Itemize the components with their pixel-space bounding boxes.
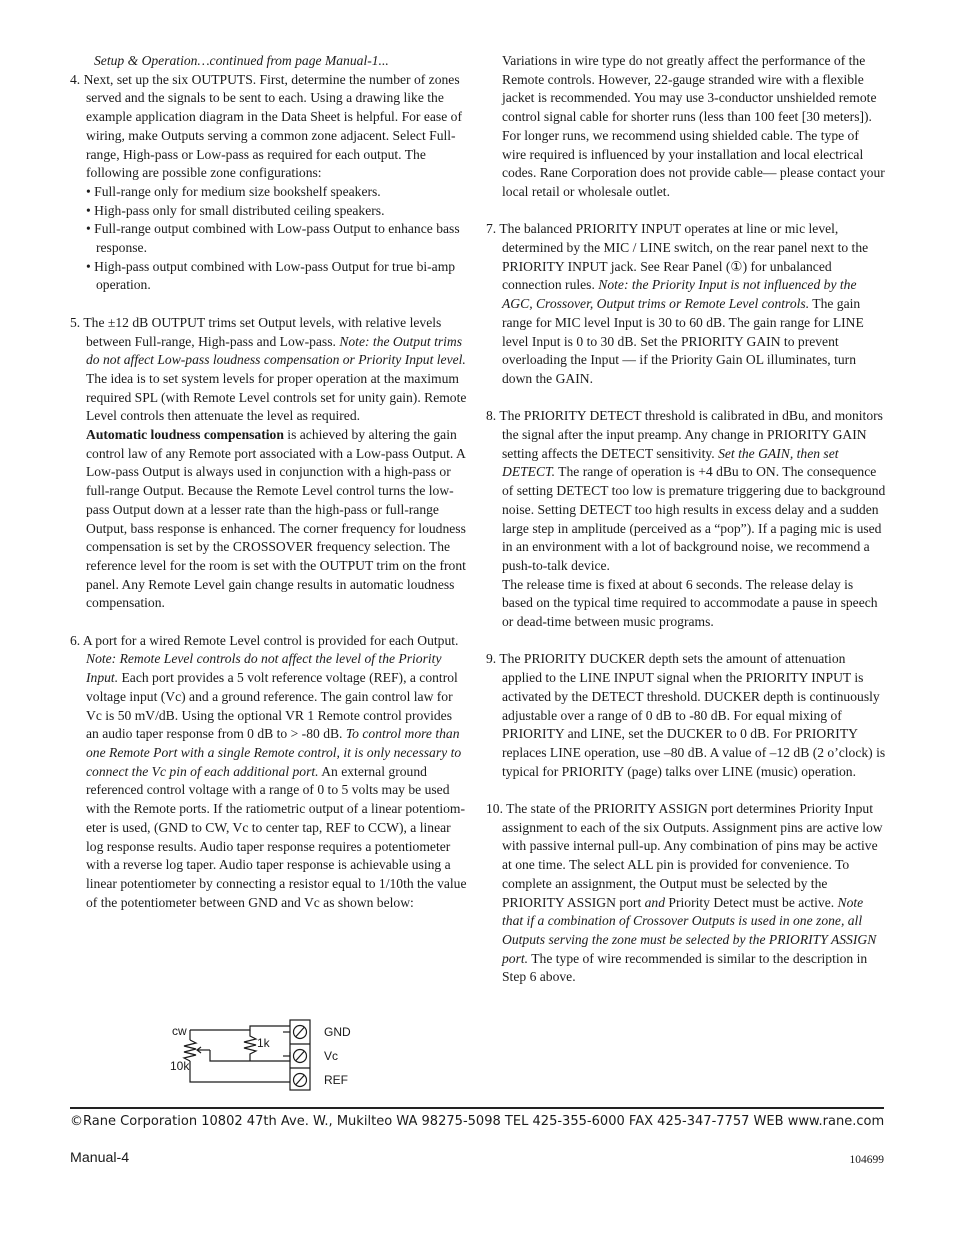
step-10-text: 10. The state of the PRIORITY ASSIGN port determines Priority Input assignment to each of the six Outputs. Assignment pins are active low with passive internal pull-up. Any combination of pins may be active at one time. The select ALL pin is provided for convenience. To complete an assignment, the Output must be selected by the PRIORITY ASSIGN port: [486, 801, 883, 910]
loudness-heading: Automatic loudness compensation: [86, 427, 284, 443]
document-code: 104699: [849, 1154, 884, 1166]
step-6-note: Note: Remote Level controls do not affect the level of the Priority Input.: [86, 651, 442, 686]
step-10-note: Note that if a combination of Crossover Outputs is used in one zone, all Outputs serving the zone must be selected by the PRIORITY ASSIGN port.: [502, 894, 877, 966]
step-10-text-2: Priority Detect must be active.: [665, 894, 838, 910]
step-6-text-2: Each port provides a 5 volt reference voltage (REF), a control voltage input (Vc) and a ground reference. The gain control law for Vc is 50 mV/dB. Using the optional VR 1 Remote control provides an audio taper response from 0 dB to > -80 dB.: [86, 670, 458, 742]
label-ref: REF: [324, 1073, 348, 1087]
step-8-text-2: The range of operation is +4 dBu to ON. The consequence of setting DETECT too low is premature triggering due to background noise. Setting DETECT too high results in excess delay and a sudden large step in amplitude (perceived as a “pop”). If a paging mic is used in an environment with a lot of background noise, we recommend a push-to-talk device.: [502, 464, 886, 573]
step-8-note: Set the GAIN, then set DETECT.: [502, 445, 839, 480]
label-cw: cw: [172, 1024, 187, 1038]
remote-wiring-diagram: [168, 1018, 368, 1092]
step-6: [70, 632, 468, 913]
zone-config-list: [70, 183, 468, 295]
step-7-text: 7. The balanced PRIORITY INPUT operates at line or mic level, determined by the MIC / LINE switch, on the rear panel next to the PRIORITY INPUT jack. See Rear Panel (①) for unbalanced connection rules.: [486, 221, 869, 293]
step-7-text-2: The gain range for MIC level Input is 30 to 60 dB. The gain range for LINE level Input is 0 to 30 dB. Set the PRIORITY GAIN to prevent overloading the Input — if the Priority Gain OL illuminates, turn down the GAIN.: [502, 296, 864, 386]
footer-divider: [70, 1107, 884, 1109]
loudness-paragraph: [70, 426, 468, 613]
step-4: 4. Next, set up the six OUTPUTS. First, determine the number of zones served and the signals to be sent to each. Using a drawing like the example application diagram in the Data Sheet is helpful. For ease of wiring, make Outputs serving a common zone adjacent. Select Full-range, High-pass or Low-pass as required for each output. The following are possible zone configurations:: [70, 71, 462, 181]
step-6-note-2: To control more than one Remote Port with a single Remote control, it is only necessary to connect the Vc pin of each additional port.: [86, 726, 462, 779]
page-number: Manual-4: [70, 1150, 130, 1166]
loudness-text: is achieved by altering the gain control law of any Remote port associated with a Low-pass Output. A Low-pass Output is always used in conjunction with a high-pass or full-range Output. Because the Remote Level control turns the low-pass Output down at a lesser rate than the high-pass or full-range Output, bass response is enhanced. The corner frequency for loudness compensation is set by the CROSSOVER frequency selection. The reference level for the room is set with the OUTPUT trim on the front panel. Any Remote Level gain change results in automatic loudness compensation.: [86, 427, 466, 611]
continued-note: Setup & Operation…continued from page Manual-1...: [94, 53, 389, 68]
step-8-text: 8. The PRIORITY DETECT threshold is calibrated in dBu, and monitors the signal after the input preamp. Any change in PRIORITY GAIN setting affects the DETECT sensitivity.: [486, 408, 883, 461]
step-5: [70, 314, 468, 426]
footer-contact-line: ©Rane Corporation 10802 47th Ave. W., Mukilteo WA 98275-5098 TEL 425-355-6000 FAX 425-347-7757 WEB www.rane.com: [70, 1114, 885, 1129]
list-item: • Full-range output combined with Low-pass Output to enhance bass response.: [86, 221, 460, 256]
step-5-text: 5. The ±12 dB OUTPUT trims set Output levels, with relative levels between Full-range, High-pass and Low-pass.: [70, 314, 442, 349]
step-5-note: Note: the Output trims do not affect Low-pass loudness compensation or Priority Input level.: [86, 333, 466, 368]
step-8: [486, 407, 886, 575]
list-item: • Full-range only for medium size bookshelf speakers.: [86, 183, 381, 199]
wire-paragraph: Variations in wire type do not greatly affect the performance of the Remote controls. However, 22-gauge stranded wire with a flexible jacket is recommended. You may use 3-conductor unshielded remote control signal cable for shorter runs (less than 100 feet [30 meters]). For longer runs, we recommend using shielded cable. The type of wire required is influenced by your installation and local electrical codes. Rane Corporation does not provide cable— please contact your local retail or wholesale outlet.: [502, 53, 885, 199]
release-paragraph: The release time is fixed at about 6 seconds. The release delay is based on the typical time required to accommodate a pause in speech or dead-time between music programs.: [502, 576, 878, 630]
list-item: • High-pass output combined with Low-pass Output for true bi-amp operation.: [86, 258, 456, 293]
label-10k: 10k: [170, 1059, 190, 1073]
label-1k: 1k: [257, 1036, 270, 1050]
step-6-text-3: An external ground referenced control voltage with a range of 0 to 5 volts may be used with the Remote ports. If the ratiometric output of a linear potentiometer is used, (GND to CW, Vc to center tap, REF to CCW), a linear log response results. Audio taper response requires a potentiometer with a reverse log taper. Audio taper response is achievable using a linear potentiometer by connecting a resistor equal to 1/10th the value of the potentiometer between GND and Vc as shown below:: [86, 763, 467, 910]
step-10-text-3: The type of wire recommended is similar to the description in Step 6 above.: [502, 950, 868, 985]
list-item: • High-pass only for small distributed ceiling speakers.: [86, 202, 385, 218]
step-6-text: 6. A port for a wired Remote Level control is provided for each Output.: [70, 632, 459, 648]
step-5-text-2: The idea is to set system levels for proper operation at the maximum required SPL (with Remote Level controls set for unity gain). Remote Level controls then attenuate the level as required.: [86, 370, 467, 424]
label-gnd: GND: [324, 1025, 351, 1039]
step-7: [486, 220, 886, 388]
step-10-and: and: [644, 894, 666, 910]
step-10: [486, 800, 886, 987]
right-column: [486, 52, 886, 987]
label-vc: Vc: [324, 1049, 339, 1063]
left-column: [70, 52, 468, 912]
step-7-note: Note: the Priority Input is not influenced by the AGC, Crossover, Output trims or Remote Level controls.: [502, 277, 857, 312]
step-9: 9. The PRIORITY DUCKER depth sets the amount of attenuation applied to the LINE INPUT signal when the PRIORITY INPUT is activated by the DETECT threshold. DUCKER depth is continuously adjustable over a range of 0 dB to -80 dB. For equal mixing of PRIORITY and LINE, set the DUCKER to 0 dB. For PRIORITY replaces LINE operation, use –80 dB. A value of –12 dB (2 o’clock) is typical for PRIORITY (page) talks over LINE (music) operation.: [486, 651, 886, 779]
